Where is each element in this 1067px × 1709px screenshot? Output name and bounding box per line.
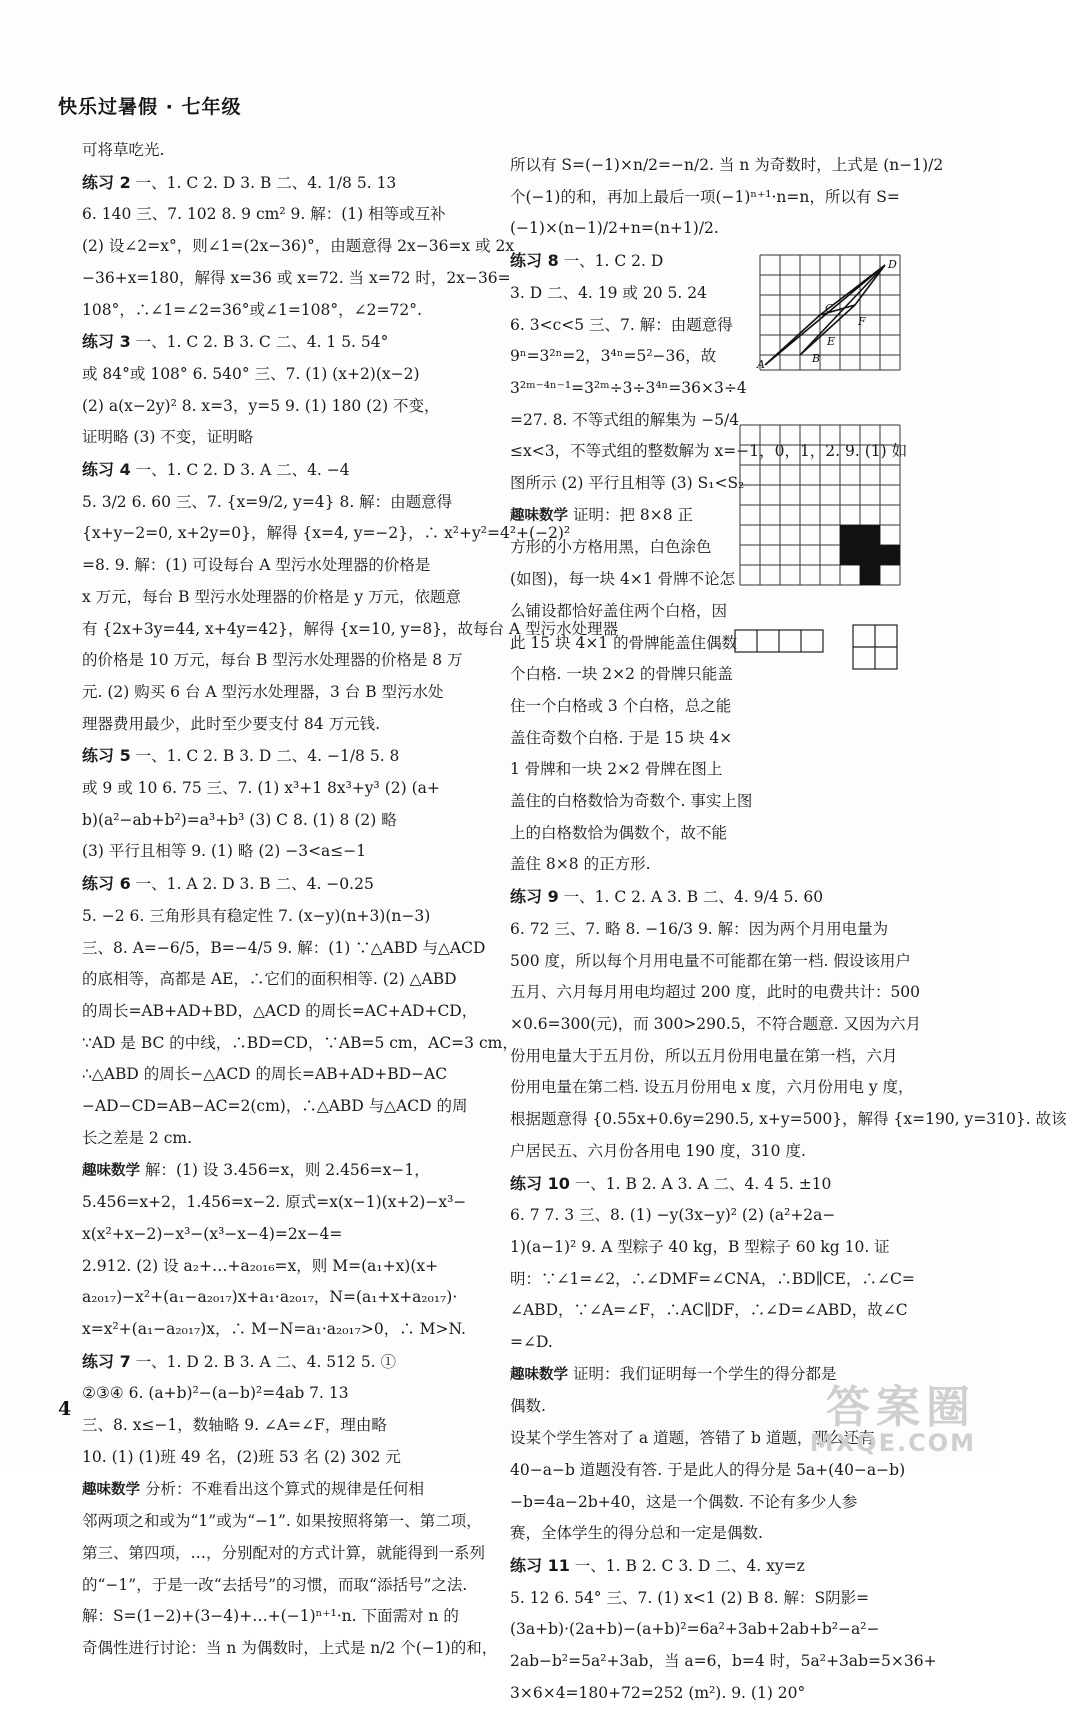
answer-line bbox=[510, 659, 735, 691]
answer-line bbox=[82, 1187, 472, 1219]
answer-text: 个白格. 一块 2×2 的骨牌只能盖 bbox=[510, 665, 733, 684]
answer-text: 的周长=AB+AD+BD，△ACD 的周长=AC+AD+CD， bbox=[82, 1001, 478, 1020]
answer-line bbox=[510, 1455, 910, 1487]
answer-text: 5.456=x+2，1.456=x−2. 原式=x(x−1)(x+2)−x³− bbox=[82, 1193, 467, 1212]
answer-text: 1 骨牌和一块 2×2 骨牌在图上 bbox=[510, 760, 723, 779]
answer-line bbox=[510, 1072, 914, 1104]
answer-text: ∴△ABD 的周长−△ACD 的周长=AB+AD+BD−AC bbox=[82, 1065, 448, 1084]
answer-line bbox=[82, 964, 472, 996]
right-column bbox=[510, 150, 1067, 1709]
answer-text: b)(a²−ab+b²)=a³+b³ (3) C 8. (1) 8 (2) 略 bbox=[82, 810, 397, 829]
answer-text: −AD−CD=AB−AC=2(cm)，∴△ABD 与△ACD 的周 bbox=[82, 1097, 468, 1116]
answer-line bbox=[82, 677, 472, 709]
answer-line bbox=[510, 1327, 910, 1359]
answer-text: 邻两项之和或为“1”或为“−1”. 如果按照将第一、第二项， bbox=[82, 1512, 482, 1531]
answer-line bbox=[510, 628, 738, 660]
answer-text: =∠D. bbox=[510, 1333, 553, 1352]
answer-line bbox=[510, 1104, 1067, 1136]
answer-text: 一、1. D 2. B 3. A 二、4. 512 5. ① bbox=[135, 1352, 397, 1371]
answer-line bbox=[82, 1506, 482, 1538]
answer-line bbox=[510, 1518, 910, 1550]
fun-math-heading: 趣味数学 bbox=[510, 1366, 568, 1383]
exercise-heading: 练习 11 bbox=[510, 1555, 570, 1575]
fun-line bbox=[82, 1474, 472, 1507]
answer-line bbox=[82, 996, 478, 1028]
answer-text: ×0.6=300(元)，而 300>290.5，不符合题意. 又因为六月 bbox=[510, 1014, 922, 1033]
answer-text: 证明：我们证明每一个学生的得分都是 bbox=[572, 1364, 837, 1383]
answer-text: 5. 3/2 6. 60 三、7. {x=9/2, y=4} 8. 解：由题意得 bbox=[82, 492, 453, 511]
exercise-line bbox=[510, 245, 755, 278]
answer-line bbox=[82, 391, 472, 423]
answer-text: 三、8. A=−6/5，B=−4/5 9. 解：(1) ∵△ABD 与△ACD bbox=[82, 938, 486, 957]
answer-text: ∵AD 是 BC 的中线，∴BD=CD，∵AB=5 cm，AC=3 cm， bbox=[82, 1033, 518, 1052]
answer-line bbox=[82, 135, 472, 167]
answer-text: {x+y−2=0, x+2y=0}，解得 {x=4, y=−2}，∴ x²+y²=4²+(−2)² bbox=[82, 524, 571, 543]
watermark-url: MXQE.COM bbox=[809, 1429, 976, 1457]
watermark bbox=[810, 1371, 976, 1457]
answer-text: 一、1. C 2. D 3. B 二、4. 1/8 5. 13 bbox=[135, 173, 397, 192]
answer-text: 赛，全体学生的得分总和一定是偶数. bbox=[510, 1524, 763, 1543]
answer-text: 可将草吃光. bbox=[82, 141, 165, 159]
answer-text: a₂₀₁₇)−x²+(a₁−a₂₀₁₇)x+a₁·a₂₀₁₇，N=(a₁+x+a₂₀₁₇)· bbox=[82, 1288, 458, 1307]
fun-line bbox=[510, 500, 735, 533]
answer-text: 所以有 S=(−1)×n/2=−n/2. 当 n 为奇数时，上式是 (n−1)/2 bbox=[510, 156, 944, 174]
answer-line bbox=[82, 1219, 472, 1251]
answer-text: =8. 9. 解：(1) 可设每台 A 型污水处理器的价格是 bbox=[82, 556, 431, 575]
answer-line bbox=[510, 310, 755, 342]
answer-text: 5. −2 6. 三角形具有稳定性 7. (x−y)(n+3)(n−3) bbox=[82, 906, 431, 925]
answer-line bbox=[82, 1123, 472, 1155]
answer-line bbox=[510, 914, 910, 946]
label-c: C bbox=[825, 302, 834, 315]
exercise-heading: 练习 2 bbox=[82, 172, 131, 192]
answer-line bbox=[82, 550, 472, 582]
answer-line bbox=[82, 933, 486, 965]
answer-text: −36+x=180，解得 x=36 或 x=72. 当 x=72 时，2x−36= bbox=[82, 268, 511, 287]
answer-text: 三、8. x≤−1，数轴略 9. ∠A=∠F，理由略 bbox=[82, 1416, 387, 1435]
chessboard-figure bbox=[735, 420, 900, 640]
answer-line bbox=[82, 1570, 472, 1602]
answer-line bbox=[82, 231, 515, 263]
answer-line bbox=[82, 614, 619, 646]
answer-line bbox=[82, 1378, 472, 1410]
answer-line bbox=[510, 1583, 910, 1615]
answer-line bbox=[510, 182, 910, 214]
answer-text: 2ab−b²=5a²+3ab，当 a=6，b=4 时，5a²+3ab=5×36+ bbox=[510, 1652, 937, 1671]
exercise-line bbox=[510, 1168, 910, 1201]
answer-text: 设某个学生答对了 a 道题，答错了 b 道题，那么还有 bbox=[510, 1429, 875, 1448]
answer-line bbox=[82, 422, 472, 454]
answer-text: (−1)×(n−1)/2+n=(n+1)/2. bbox=[510, 219, 719, 238]
label-b: B bbox=[812, 352, 821, 365]
answer-text: (3) 平行且相等 9. (1) 略 (2) −3<a≤−1 bbox=[82, 842, 367, 861]
answer-line bbox=[82, 645, 472, 677]
page-number: 4 bbox=[58, 1398, 72, 1420]
answer-line bbox=[82, 1442, 472, 1474]
answer-line bbox=[82, 518, 571, 550]
answer-text: 6. 140 三、7. 102 8. 9 cm² 9. 解：(1) 相等或互补 bbox=[82, 205, 446, 224]
answer-text: 3×6×4=180+72=252 (m²). 9. (1) 20° bbox=[510, 1683, 806, 1702]
answer-text: ≤x<3，不等式组的整数解为 x=−1，0，1，2. 9. (1) 如 bbox=[510, 442, 908, 461]
answer-line bbox=[82, 487, 472, 519]
answer-line bbox=[82, 1059, 472, 1091]
answer-line bbox=[510, 1614, 910, 1646]
exercise-heading: 练习 5 bbox=[82, 746, 131, 766]
answer-line bbox=[82, 263, 511, 295]
answer-line bbox=[510, 564, 735, 596]
answer-text: 根据题意得 {0.55x+0.6y=290.5, x+y=500}，解得 {x=190, y=310}. 故该 bbox=[510, 1110, 1067, 1129]
answer-line bbox=[82, 1028, 518, 1060]
answer-text: 盖住 8×8 的正方形. bbox=[510, 855, 651, 874]
answer-text: 一、1. B 2. A 3. A 二、4. 4 5. ±10 bbox=[574, 1174, 832, 1193]
exercise-heading: 练习 7 bbox=[82, 1351, 131, 1371]
answer-line bbox=[510, 213, 910, 245]
answer-line bbox=[510, 977, 921, 1009]
answer-text: 3²ᵐ⁻⁴ⁿ⁻¹=3²ᵐ÷3÷3⁴ⁿ=36×3÷4 bbox=[510, 378, 747, 397]
answer-text: (如图)，每一块 4×1 骨牌不论怎 bbox=[510, 570, 736, 589]
answer-text: 一、1. C 2. B 3. C 二、4. 1 5. 54° bbox=[135, 333, 389, 352]
answer-text: 一、1. C 2. D bbox=[563, 252, 664, 271]
answer-text: x=x²+(a₁−a₂₀₁₇)x，∴ M−N=a₁·a₂₀₁₇>0，∴ M>N. bbox=[82, 1320, 466, 1339]
label-d: D bbox=[888, 258, 897, 271]
answer-line bbox=[82, 1633, 498, 1665]
exercise-line bbox=[82, 454, 472, 487]
answer-text: 元. (2) 购买 6 台 A 型污水处理器，3 台 B 型污水处 bbox=[82, 682, 444, 701]
answer-line bbox=[510, 754, 735, 786]
answer-text: 图所示 (2) 平行且相等 (3) S₁<S₂ bbox=[510, 474, 745, 493]
answer-text: x 万元，每台 B 型污水处理器的价格是 y 万元，依题意 bbox=[82, 587, 462, 606]
answer-text: 6. 7 7. 3 三、8. (1) −y(3x−y)² (2) (a²+2a− bbox=[510, 1206, 836, 1225]
triangle-def bbox=[800, 265, 885, 355]
exercise-line bbox=[82, 868, 472, 901]
answer-text: 3. D 二、4. 19 或 20 5. 24 bbox=[510, 283, 707, 302]
answer-line bbox=[82, 1314, 472, 1346]
answer-line bbox=[510, 1678, 910, 1709]
answer-text: 上的白格数恰为偶数个，故不能 bbox=[510, 823, 728, 842]
answer-text: x(x²+x−2)−x³−(x³−x−4)=2x−4= bbox=[82, 1224, 343, 1243]
watermark-logo-text: 答案圈 bbox=[826, 1382, 976, 1433]
label-a: A bbox=[757, 358, 765, 371]
answer-text: ②③④ 6. (a+b)²−(a−b)²=4ab 7. 13 bbox=[82, 1384, 349, 1403]
answer-text: 108°，∴∠1=∠2=36°或∠1=108°，∠2=72°. bbox=[82, 300, 422, 319]
answer-line bbox=[82, 1251, 472, 1283]
answer-text: 10. (1) (1)班 49 名，(2)班 53 名 (2) 302 元 bbox=[82, 1447, 401, 1466]
answer-text: 的底相等，高都是 AE，∴它们的面积相等. (2) △ABD bbox=[82, 970, 457, 989]
label-e: E bbox=[827, 335, 836, 348]
exercise-line bbox=[82, 1346, 472, 1379]
answer-line bbox=[82, 199, 472, 231]
answer-text: 明：∵∠1=∠2，∴∠DMF=∠CNA，∴BD∥CE，∴∠C= bbox=[510, 1269, 915, 1288]
answer-line bbox=[510, 849, 735, 881]
answer-text: 500 度，所以每个月用电量不可能都在第一档. 假设该用户 bbox=[510, 951, 911, 970]
answer-text: 一、1. C 2. B 3. D 二、4. −1/8 5. 8 bbox=[135, 747, 400, 766]
answer-text: 分析：不难看出这个算式的规律是任何相 bbox=[144, 1479, 424, 1498]
answer-line bbox=[510, 373, 755, 405]
answer-text: 一、1. C 2. D 3. A 二、4. −4 bbox=[135, 461, 350, 480]
answer-text: 2.912. (2) 设 a₂+…+a₂₀₁₆=x，则 M=(a₁+x)(x+ bbox=[82, 1256, 439, 1275]
exercise-heading: 练习 10 bbox=[510, 1173, 570, 1193]
answer-text: 个(−1)的和，再加上最后一项(−1)ⁿ⁺¹·n=n，所以有 S= bbox=[510, 187, 900, 206]
answer-text: 的“−1”，于是一改“去括号”的习惯，而取“添括号”之法. bbox=[82, 1575, 468, 1594]
answer-line bbox=[510, 946, 910, 978]
answer-text: 40−a−b 道题没有答. 于是此人的得分是 5a+(40−a−b) bbox=[510, 1460, 906, 1479]
answer-line bbox=[82, 709, 472, 741]
answer-text: 方形的小方格用黑，白色涂色 bbox=[510, 538, 712, 557]
answer-text: −b=4a−2b+40，这是一个偶数. 不论有多少人参 bbox=[510, 1492, 858, 1511]
triangle-grid-figure bbox=[755, 250, 905, 375]
answer-text: (3a+b)·(2a+b)−(a+b)²=6a²+3ab+2ab+b²−a²− bbox=[510, 1620, 880, 1639]
fun-math-heading: 趣味数学 bbox=[510, 507, 568, 524]
answer-line bbox=[82, 901, 472, 933]
answer-text: 此 15 块 4×1 的骨牌能盖住偶数 bbox=[510, 633, 738, 652]
answer-line bbox=[510, 1041, 910, 1073]
exercise-line bbox=[510, 881, 910, 914]
answer-text: (2) a(x−2y)² 8. x=3，y=5 9. (1) 180 (2) 不变， bbox=[82, 396, 440, 415]
answer-text: 第三、第四项，…，分别配对的方式计算，就能得到一系列 bbox=[82, 1543, 486, 1562]
exercise-heading: 练习 4 bbox=[82, 460, 131, 480]
answer-line bbox=[82, 359, 472, 391]
answer-line bbox=[510, 1487, 910, 1519]
answer-text: =27. 8. 不等式组的解集为 −5/4 bbox=[510, 410, 740, 429]
answer-line bbox=[82, 1538, 486, 1570]
answer-line bbox=[82, 805, 472, 837]
answer-line bbox=[510, 1232, 910, 1264]
answer-text: 奇偶性进行讨论：当 n 为偶数时，上式是 n/2 个(−1)的和， bbox=[82, 1639, 498, 1658]
answer-line bbox=[82, 1601, 472, 1633]
answer-text: 长之差是 2 cm. bbox=[82, 1128, 193, 1147]
exercise-heading: 练习 3 bbox=[82, 332, 131, 352]
answer-line bbox=[510, 1200, 910, 1232]
answer-text: 或 9 或 10 6. 75 三、7. (1) x³+1 8x³+y³ (2) (a+ bbox=[82, 779, 440, 798]
answer-text: 么铺设都恰好盖住两个白格，因 bbox=[510, 601, 728, 620]
answer-line bbox=[510, 1295, 910, 1327]
answer-text: 五月、六月每月用电均超过 200 度，此时的电费共计：500 bbox=[510, 983, 921, 1002]
answer-text: 解：(1) 设 3.456=x，则 2.456=x−1， bbox=[144, 1160, 430, 1179]
answer-text: 证明略 (3) 不变，证明略 bbox=[82, 428, 254, 447]
answer-text: 份用电量大于五月份，所以五月份用电量在第一档，六月 bbox=[510, 1046, 898, 1065]
fun-math-heading: 趣味数学 bbox=[82, 1162, 140, 1179]
page-header: 快乐过暑假 · 七年级 bbox=[58, 96, 242, 118]
label-f: F bbox=[858, 315, 866, 328]
answer-text: 1)(a−1)² 9. A 型粽子 40 kg，B 型粽子 60 kg 10. 证 bbox=[510, 1237, 890, 1256]
fun-math-heading: 趣味数学 bbox=[82, 1481, 140, 1498]
answer-line bbox=[510, 786, 753, 818]
answer-line bbox=[510, 150, 944, 182]
answer-line bbox=[510, 723, 735, 755]
answer-text: 有 {2x+3y=44, x+4y=42}，解得 {x=10, y=8}，故每台 A 型污水处理器 bbox=[82, 619, 619, 638]
answer-text: 一、1. B 2. C 3. D 二、4. xy=z bbox=[574, 1556, 805, 1575]
answer-line bbox=[510, 278, 755, 310]
answer-text: 一、1. C 2. A 3. B 二、4. 9/4 5. 60 bbox=[563, 888, 824, 907]
answer-text: 一、1. A 2. D 3. B 二、4. −0.25 bbox=[135, 875, 374, 894]
answer-text: 份用电量在第二档. 设五月份用电 x 度，六月份用电 y 度， bbox=[510, 1078, 914, 1097]
exercise-line bbox=[510, 1550, 910, 1583]
answer-text: 的价格是 10 万元，每台 B 型污水处理器的价格是 8 万 bbox=[82, 651, 463, 670]
exercise-line bbox=[82, 740, 472, 773]
exercise-heading: 练习 8 bbox=[510, 251, 559, 271]
answer-text: 或 84°或 108° 6. 540° 三、7. (1) (x+2)(x−2) bbox=[82, 364, 420, 383]
answer-text: (2) 设∠2=x°，则∠1=(2x−36)°，由题意得 2x−36=x 或 2x bbox=[82, 237, 515, 256]
answer-line bbox=[510, 691, 735, 723]
answer-text: 9ⁿ=3²ⁿ=2，3⁴ⁿ=5²−36，故 bbox=[510, 347, 717, 366]
answer-text: 户居民五、六月份各用电 190 度，310 度. bbox=[510, 1141, 806, 1160]
answer-text: 证明：把 8×8 正 bbox=[572, 505, 694, 524]
exercise-heading: 练习 6 bbox=[82, 874, 131, 894]
answer-text: 6. 72 三、7. 略 8. −16/3 9. 解：因为两个月用电量为 bbox=[510, 919, 889, 938]
answer-line bbox=[82, 773, 472, 805]
black-cells bbox=[840, 525, 900, 585]
fun-line bbox=[82, 1155, 472, 1188]
answer-line bbox=[82, 836, 472, 868]
answer-line bbox=[510, 405, 755, 437]
answer-text: 偶数. bbox=[510, 1397, 546, 1416]
exercise-heading: 练习 9 bbox=[510, 887, 559, 907]
answer-text: 盖住奇数个白格. 于是 15 块 4× bbox=[510, 728, 733, 747]
answer-text: 6. 3<c<5 三、7. 解：由题意得 bbox=[510, 315, 733, 334]
answer-text: 盖住的白格数恰为奇数个. 事实上图 bbox=[510, 792, 753, 811]
answer-text: 5. 12 6. 54° 三、7. (1) x<1 (2) B 8. 解：S阴影= bbox=[510, 1588, 870, 1607]
answer-line bbox=[510, 818, 735, 850]
answer-line bbox=[510, 1009, 922, 1041]
answer-line bbox=[510, 341, 755, 373]
answer-text: 解：S=(1−2)+(3−4)+…+(−1)ⁿ⁺¹·n. 下面需对 n 的 bbox=[82, 1607, 459, 1626]
domino-pieces-figure bbox=[735, 625, 900, 680]
answer-line bbox=[510, 1646, 937, 1678]
answer-line bbox=[82, 1091, 472, 1123]
answer-line bbox=[82, 1282, 472, 1314]
answer-line bbox=[82, 1410, 472, 1442]
answer-line bbox=[510, 596, 735, 628]
answer-line bbox=[82, 582, 472, 614]
answer-line bbox=[510, 532, 735, 564]
answer-line bbox=[510, 1136, 910, 1168]
exercise-line bbox=[82, 167, 472, 200]
answer-line bbox=[510, 1264, 915, 1296]
exercise-line bbox=[82, 326, 472, 359]
answer-text: 住一个白格或 3 个白格，总之能 bbox=[510, 696, 732, 715]
answer-text: 理器费用最少，此时至少要支付 84 万元钱. bbox=[82, 714, 381, 733]
answer-text: ∠ABD，∵∠A=∠F，∴AC∥DF，∴∠D=∠ABD，故∠C bbox=[510, 1301, 908, 1320]
answer-line bbox=[82, 295, 472, 327]
